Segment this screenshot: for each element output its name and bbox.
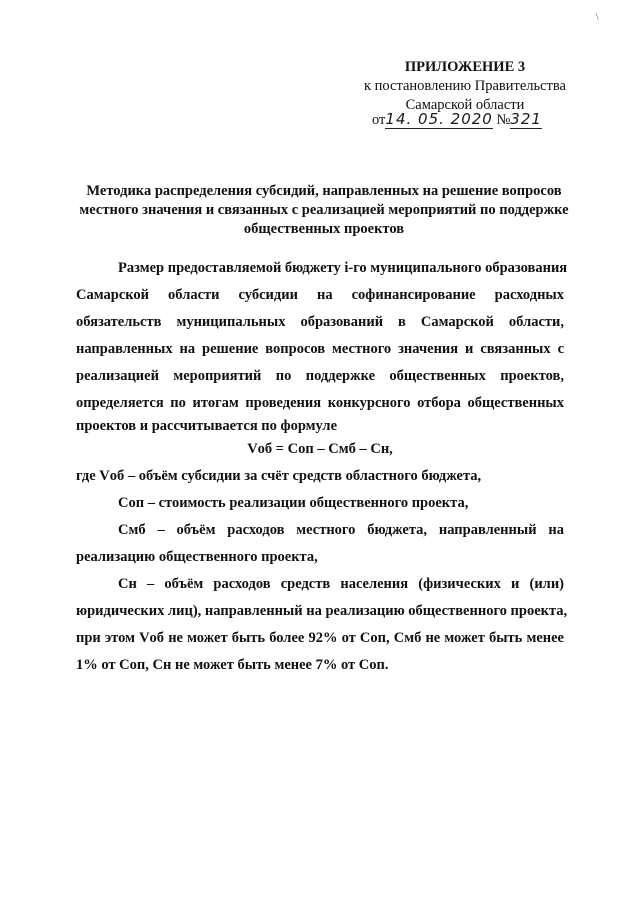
date-prefix: от — [372, 112, 386, 128]
appendix-header — [340, 58, 590, 115]
body-line: проектов и рассчитывается по формуле — [76, 418, 337, 434]
body-line: реализацией мероприятий по поддержке общественных проектов, — [76, 368, 564, 384]
body-line: 1% от Cоп, Cн не может быть менее 7% от Cоп. — [76, 657, 389, 673]
body-line: где Vоб – объём субсидии за счёт средств областного бюджета, — [76, 468, 482, 484]
appendix-line-1: к постановлению Правительства — [364, 78, 566, 94]
number-prefix: № — [496, 112, 511, 128]
body-line: обязательств муниципальных образований в Самарской области, — [76, 314, 564, 330]
body-line: Cмб – объём расходов местного бюджета, направленный на — [118, 522, 564, 538]
body-line: направленных на решение вопросов местного значения и связанных с — [76, 341, 564, 357]
formula: Vоб = Cоп – Cмб – Cн, — [247, 441, 393, 457]
title-line: Методика распределения субсидий, направленных на решение вопросов — [86, 183, 562, 199]
document-title — [60, 182, 588, 239]
body-line: юридических лиц), направленный на реализацию общественного проекта, — [76, 603, 568, 619]
body-line: Самарской области субсидии на софинансирование расходных — [76, 287, 564, 303]
body-line: определяется по итогам проведения конкурсного отбора общественных — [76, 395, 564, 411]
handwritten-number: 321 — [510, 110, 542, 128]
body-line: Cоп – стоимость реализации общественного проекта, — [118, 495, 469, 511]
body-line: Размер предоставляемой бюджету i-го муниципального образования — [118, 260, 568, 276]
body-line: реализацию общественного проекта, — [76, 549, 318, 565]
body-line: Cн – объём расходов средств населения (физических и (или) — [118, 576, 564, 592]
appendix-line-2: Самарской области — [405, 97, 525, 113]
body-line: при этом Vоб не может быть более 92% от Cоп, Cмб не может быть менее — [76, 630, 564, 646]
title-line: общественных проектов — [243, 221, 405, 237]
title-line: местного значения и связанных с реализацией мероприятий по поддержке — [79, 202, 569, 218]
corner-mark: \ — [596, 12, 599, 22]
order-date-number — [372, 110, 542, 129]
appendix-title: ПРИЛОЖЕНИЕ 3 — [404, 59, 526, 75]
handwritten-date: 14. 05. 2020 — [385, 110, 493, 128]
